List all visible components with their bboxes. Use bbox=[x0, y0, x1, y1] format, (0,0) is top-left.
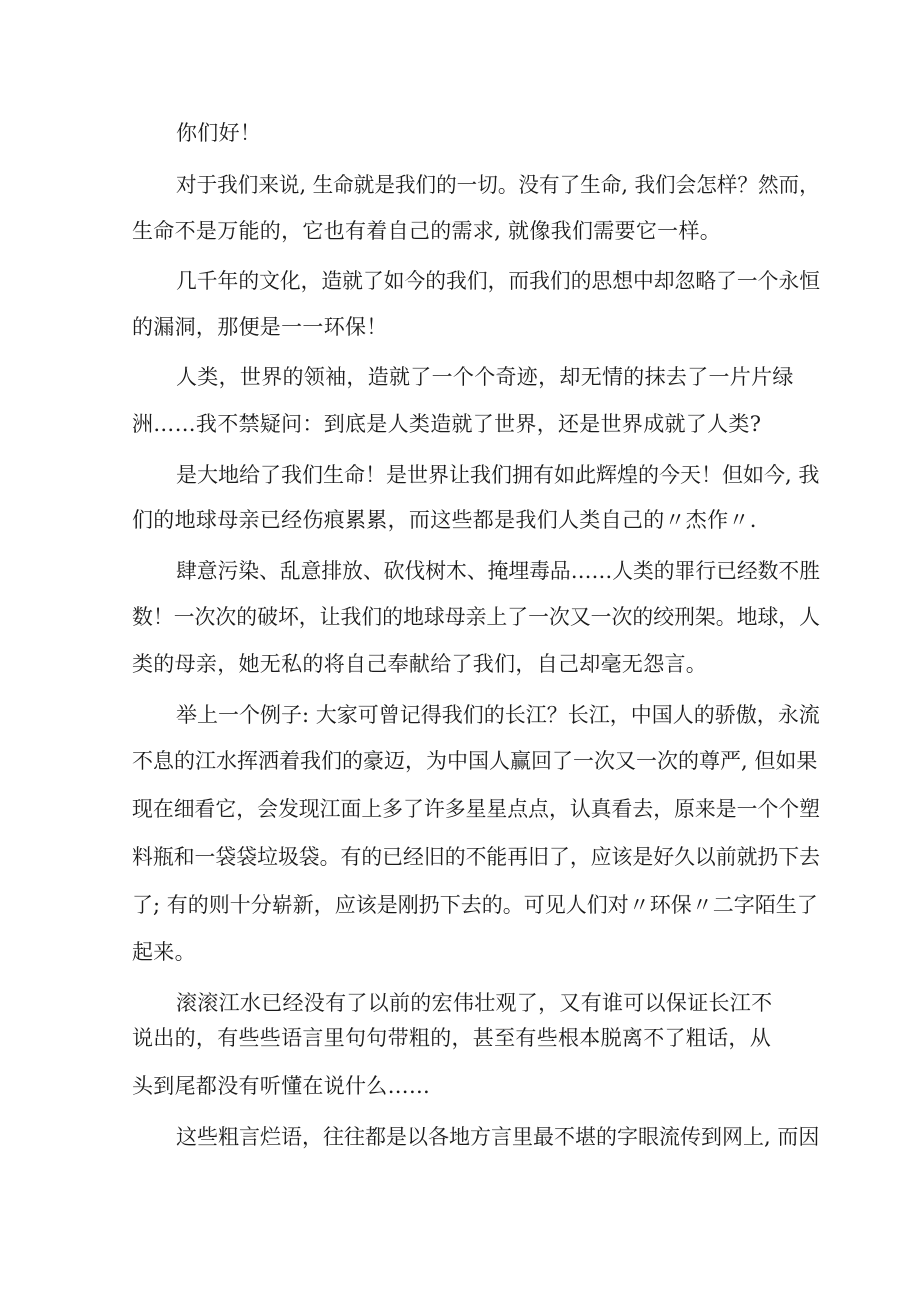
text-line: 现在细看它，会发现江面上多了许多星星点点，认真看去，原来是一个个塑 bbox=[132, 797, 821, 821]
text-line: 举上一个例子: 大家可曾记得我们的长江？长江，中国人的骄傲，永流 bbox=[176, 703, 820, 727]
text-line: 了; 有的则十分崭新，应该是刚扔下去的。可见人们对〃环保〃二字陌生了 bbox=[132, 893, 818, 917]
text-line: 你们好！ bbox=[176, 121, 262, 145]
text-line: 人类，世界的领袖，造就了一个个奇迹，却无情的抹去了一片片绿 bbox=[176, 365, 794, 389]
text-line: 头到尾都没有听懂在说什么…… bbox=[132, 1074, 431, 1098]
text-line: 洲……我不禁疑问：到底是人类造就了世界，还是世界成就了人类? bbox=[132, 412, 762, 436]
text-line: 滚滚江水已经没有了以前的宏伟壮观了，又有谁可以保证长江不 bbox=[176, 991, 773, 1015]
text-line: 几千年的文化，造就了如今的我们，而我们的思想中却忽略了一个永恒 bbox=[176, 269, 820, 293]
text-line: 们的地球母亲已经伤痕累累，而这些都是我们人类自己的〃杰作〃. bbox=[132, 508, 757, 532]
text-line: 料瓶和一袋袋垃圾袋。有的已经旧的不能再旧了，应该是好久以前就扔下去 bbox=[132, 845, 821, 869]
text-line: 对于我们来说, 生命就是我们的一切。没有了生命, 我们会怎样？然而， bbox=[176, 173, 820, 197]
text-line: 说出的，有些些语言里句句带粗的，甚至有些根本脱离不了粗话，从 bbox=[132, 1026, 771, 1050]
text-line: 数！一次次的破坏，让我们的地球母亲上了一次又一次的绞刑架。地球，人 bbox=[132, 605, 821, 629]
text-line: 不息的江水挥洒着我们的豪迈，为中国人赢回了一次又一次的尊严, 但如果 bbox=[132, 749, 818, 773]
text-line: 这些粗言烂语，往往都是以各地方言里最不堪的字眼流传到网上, 而因 bbox=[176, 1125, 820, 1149]
text-line: 是大地给了我们生命！是世界让我们拥有如此辉煌的今天！但如今, 我 bbox=[176, 463, 820, 487]
text-line: 类的母亲，她无私的将自己奉献给了我们，自己却毫无怨言。 bbox=[132, 652, 708, 676]
text-line: 起来。 bbox=[132, 940, 196, 964]
text-line: 生命不是万能的，它也有着自己的需求, 就像我们需要它一样。 bbox=[132, 219, 722, 243]
text-line: 的漏洞，那便是一一环保！ bbox=[132, 315, 388, 339]
text-line: 肆意污染、乱意排放、砍伐树木、掩埋毒品……人类的罪行已经数不胜 bbox=[176, 559, 820, 583]
